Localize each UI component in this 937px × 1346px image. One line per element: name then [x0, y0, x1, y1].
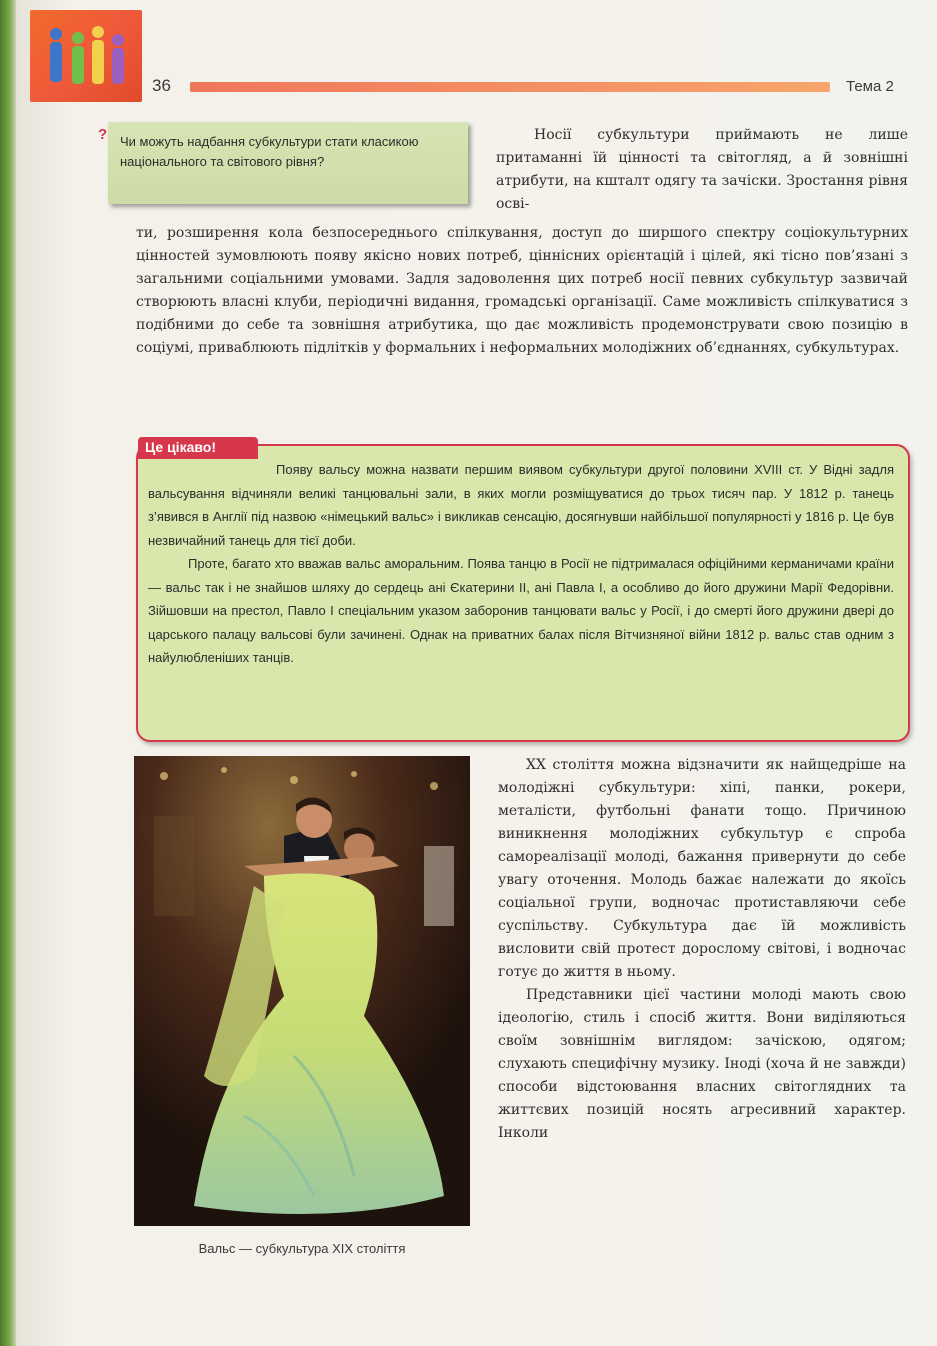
chapter-logo — [30, 10, 142, 102]
waltz-photo — [134, 756, 470, 1226]
fact-box-label: Це цікаво! — [145, 439, 216, 455]
book-spine-edge — [0, 0, 16, 1346]
main-paragraph: Представники цієї частини молоді мають свою ідеологію, стиль і спосіб життя. Вони виділяються своїм зовнішнім виглядом: зачіскою, одягом; слухають специфічну музику. Іноді (хоча й не завжди) способи відстоювання власних світоглядних та життєвих позицій носять агресивний характер. Інколи — [498, 987, 906, 1141]
fact-paragraph: Появу вальсу можна назвати першим виявом субкультури другої половини XVIII ст. У Відні задля вальсування відчиняли великі танцювальні зали, в яких могли розміщуватися до трьох тисяч пар. У 1812 р. танець з’явився в Англії під назвою «німецький вальс» і викликав сенсацію, досягнувши найбільшої популярності у 1816 р. Це був незвичайний танець для тієї доби. — [148, 462, 894, 548]
main-text — [498, 754, 906, 1145]
intro-paragraph-part1: Носії субкультури приймають не лише притаманні їй цінності та світогляд, а й зовнішні атрибути, на кшталт одягу та зачіски. Зростання рівня осві- — [496, 127, 908, 212]
photo-caption: Вальс — субкультура XIX століття — [198, 1241, 406, 1256]
people-figures-icon — [42, 24, 130, 90]
intro-paragraph-part2: ти, розширення кола безпосереднього спілкування, доступ до ширшого спектру соціокультурних цінностей зумовлюють появу якісно нових потреб, ціннісних орієнтацій і цілей, які тісно пов’язані з загальними соціальними умовами. Задля задоволення цих потреб носії певних субкультур зазвичай створюють власні клуби, періодичні видання, громадські організації. Саме можливість спілкуватися з подібними до себе та зовнішня атрибутика, що дає можливість продемонструвати свою позицію в соціумі, приваблюють підлітків у формальних і неформальних молодіжних об’єднаннях, субкультурах. — [136, 225, 908, 356]
question-text: Чи можуть надбання субкультури стати класикою національного та світового рівня? — [120, 134, 419, 169]
header-divider-bar — [190, 82, 830, 92]
question-mark-icon: ? — [98, 126, 108, 143]
topic-label: Тема 2 — [846, 78, 894, 95]
fact-paragraph: Проте, багато хто вважав вальс аморальним. Поява танцю в Росії не підтрималася офіційними керманичами країни — вальс так і не знайшов шляху до сердець ані Єкатерини II, ані Павла I, а особливо до його дружини Марії Федорівни. Зійшовши на престол, Павло I спеціальним указом заборонив танцювати вальс у Росії, і до смерті його дружини двері до царського палацу вальсові були зачинені. Однак на приватних балах після Вітчизняної війни 1812 р. вальс став одним з найулюбленіших танців. — [148, 556, 894, 665]
main-paragraph: XX століття можна відзначити як найщедріше на молодіжні субкультури: хіпі, панки, рокери, металісти, футбольні фанати тощо. Причиною виникнення молодіжних субкультур є спроба самореалізації молоді, бажання привернути до себе увагу оточення. Молодь бажає належати до якоїсь соціальної групи, водночас протиставляючи себе суспільству. Субкультура дає їй можливість висловити свій протест дорослому світові, і водночас готує до життя в ньому. — [498, 757, 906, 980]
fact-box-text — [148, 458, 894, 670]
page-number: 36 — [152, 76, 171, 95]
